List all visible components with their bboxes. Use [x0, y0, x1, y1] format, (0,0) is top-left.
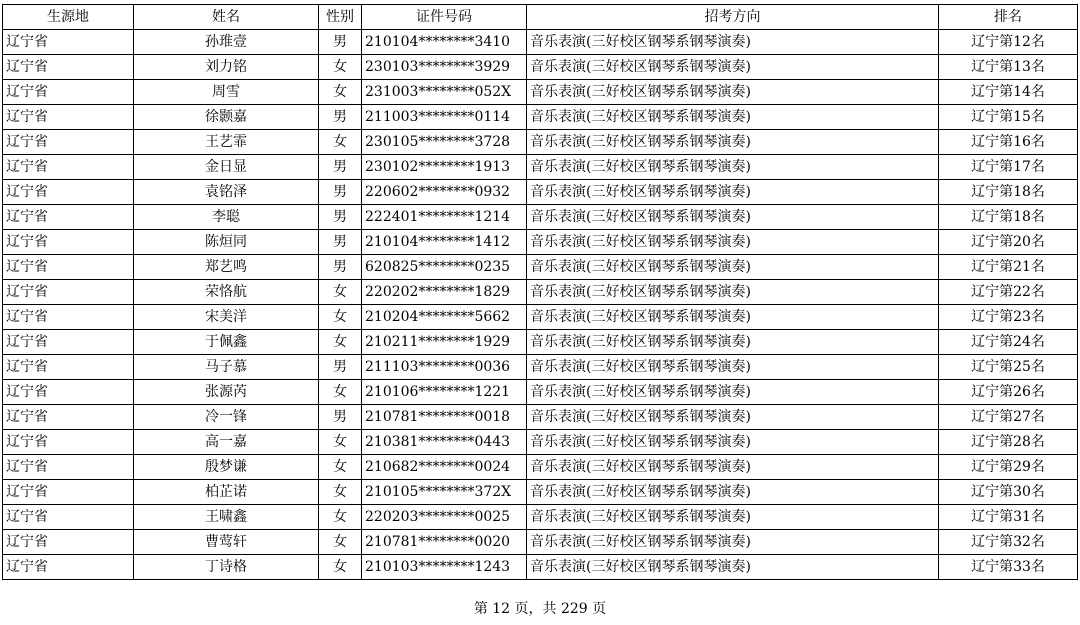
cell-major: 音乐表演(三好校区钢琴系钢琴演奏) — [527, 55, 939, 80]
cell-name: 徐颢嘉 — [134, 105, 319, 130]
cell-id-number: 210381********0443 — [362, 430, 527, 455]
cell-id-number: 230103********3929 — [362, 55, 527, 80]
cell-rank: 辽宁第14名 — [939, 80, 1078, 105]
cell-gender: 女 — [319, 330, 362, 355]
cell-name: 王艺霏 — [134, 130, 319, 155]
cell-origin: 辽宁省 — [3, 230, 134, 255]
cell-id-number: 220602********0932 — [362, 180, 527, 205]
cell-origin: 辽宁省 — [3, 30, 134, 55]
cell-origin: 辽宁省 — [3, 105, 134, 130]
cell-name: 柏芷诺 — [134, 480, 319, 505]
header-name: 姓名 — [134, 5, 319, 30]
cell-gender: 男 — [319, 255, 362, 280]
cell-gender: 女 — [319, 455, 362, 480]
cell-origin: 辽宁省 — [3, 480, 134, 505]
table-row — [3, 330, 1078, 355]
cell-id-number: 210106********1221 — [362, 380, 527, 405]
cell-origin: 辽宁省 — [3, 280, 134, 305]
cell-rank: 辽宁第17名 — [939, 155, 1078, 180]
table-row — [3, 555, 1078, 580]
header-major: 招考方向 — [527, 5, 939, 30]
cell-gender: 女 — [319, 430, 362, 455]
cell-origin: 辽宁省 — [3, 530, 134, 555]
cell-rank: 辽宁第27名 — [939, 405, 1078, 430]
cell-gender: 男 — [319, 205, 362, 230]
table-row — [3, 530, 1078, 555]
cell-gender: 女 — [319, 555, 362, 580]
cell-origin: 辽宁省 — [3, 355, 134, 380]
cell-name: 刘力铭 — [134, 55, 319, 80]
table-row — [3, 80, 1078, 105]
cell-origin: 辽宁省 — [3, 380, 134, 405]
cell-gender: 女 — [319, 305, 362, 330]
header-id-number: 证件号码 — [362, 5, 527, 30]
cell-name: 周雪 — [134, 80, 319, 105]
table-row — [3, 405, 1078, 430]
cell-major: 音乐表演(三好校区钢琴系钢琴演奏) — [527, 280, 939, 305]
table-row — [3, 380, 1078, 405]
cell-rank: 辽宁第12名 — [939, 30, 1078, 55]
cell-rank: 辽宁第26名 — [939, 380, 1078, 405]
cell-origin: 辽宁省 — [3, 130, 134, 155]
cell-name: 冷一锋 — [134, 405, 319, 430]
header-origin: 生源地 — [3, 5, 134, 30]
cell-name: 高一嘉 — [134, 430, 319, 455]
cell-id-number: 210103********1243 — [362, 555, 527, 580]
table-row — [3, 355, 1078, 380]
cell-id-number: 620825********0235 — [362, 255, 527, 280]
table-row — [3, 480, 1078, 505]
cell-rank: 辽宁第25名 — [939, 355, 1078, 380]
cell-id-number: 222401********1214 — [362, 205, 527, 230]
cell-id-number: 211003********0114 — [362, 105, 527, 130]
cell-name: 于佩鑫 — [134, 330, 319, 355]
cell-major: 音乐表演(三好校区钢琴系钢琴演奏) — [527, 455, 939, 480]
cell-name: 郑艺鸣 — [134, 255, 319, 280]
cell-id-number: 210682********0024 — [362, 455, 527, 480]
cell-origin: 辽宁省 — [3, 405, 134, 430]
cell-id-number: 210104********1412 — [362, 230, 527, 255]
table-header-row — [3, 5, 1078, 30]
cell-origin: 辽宁省 — [3, 180, 134, 205]
page-footer: 第 12 页，共 229 页 — [473, 601, 607, 617]
cell-gender: 女 — [319, 505, 362, 530]
cell-rank: 辽宁第32名 — [939, 530, 1078, 555]
cell-name: 孙琟壹 — [134, 30, 319, 55]
cell-major: 音乐表演(三好校区钢琴系钢琴演奏) — [527, 505, 939, 530]
cell-major: 音乐表演(三好校区钢琴系钢琴演奏) — [527, 155, 939, 180]
cell-rank: 辽宁第18名 — [939, 205, 1078, 230]
table-row — [3, 430, 1078, 455]
cell-name: 王啸鑫 — [134, 505, 319, 530]
cell-origin: 辽宁省 — [3, 330, 134, 355]
cell-major: 音乐表演(三好校区钢琴系钢琴演奏) — [527, 105, 939, 130]
cell-rank: 辽宁第22名 — [939, 280, 1078, 305]
cell-rank: 辽宁第33名 — [939, 555, 1078, 580]
cell-name: 陈烜同 — [134, 230, 319, 255]
cell-major: 音乐表演(三好校区钢琴系钢琴演奏) — [527, 555, 939, 580]
table-row — [3, 130, 1078, 155]
cell-gender: 女 — [319, 380, 362, 405]
cell-rank: 辽宁第30名 — [939, 480, 1078, 505]
cell-rank: 辽宁第24名 — [939, 330, 1078, 355]
cell-name: 马子慕 — [134, 355, 319, 380]
cell-origin: 辽宁省 — [3, 255, 134, 280]
table-row — [3, 55, 1078, 80]
cell-gender: 女 — [319, 480, 362, 505]
cell-major: 音乐表演(三好校区钢琴系钢琴演奏) — [527, 180, 939, 205]
cell-gender: 女 — [319, 130, 362, 155]
cell-gender: 女 — [319, 280, 362, 305]
cell-id-number: 230102********1913 — [362, 155, 527, 180]
table-row — [3, 305, 1078, 330]
cell-id-number: 210105********372X — [362, 480, 527, 505]
cell-major: 音乐表演(三好校区钢琴系钢琴演奏) — [527, 230, 939, 255]
cell-rank: 辽宁第29名 — [939, 455, 1078, 480]
table-row — [3, 205, 1078, 230]
cell-id-number: 210104********3410 — [362, 30, 527, 55]
cell-major: 音乐表演(三好校区钢琴系钢琴演奏) — [527, 255, 939, 280]
cell-rank: 辽宁第16名 — [939, 130, 1078, 155]
table-row — [3, 155, 1078, 180]
cell-name: 宋美洋 — [134, 305, 319, 330]
header-gender: 性别 — [319, 5, 362, 30]
cell-gender: 男 — [319, 230, 362, 255]
cell-major: 音乐表演(三好校区钢琴系钢琴演奏) — [527, 380, 939, 405]
cell-major: 音乐表演(三好校区钢琴系钢琴演奏) — [527, 80, 939, 105]
cell-origin: 辽宁省 — [3, 430, 134, 455]
table-row — [3, 30, 1078, 55]
cell-major: 音乐表演(三好校区钢琴系钢琴演奏) — [527, 480, 939, 505]
cell-major: 音乐表演(三好校区钢琴系钢琴演奏) — [527, 405, 939, 430]
cell-origin: 辽宁省 — [3, 555, 134, 580]
cell-rank: 辽宁第15名 — [939, 105, 1078, 130]
table-row — [3, 180, 1078, 205]
cell-gender: 女 — [319, 80, 362, 105]
cell-id-number: 220203********0025 — [362, 505, 527, 530]
cell-origin: 辽宁省 — [3, 505, 134, 530]
cell-origin: 辽宁省 — [3, 55, 134, 80]
cell-name: 荣恪航 — [134, 280, 319, 305]
cell-origin: 辽宁省 — [3, 155, 134, 180]
table-row — [3, 505, 1078, 530]
cell-gender: 男 — [319, 30, 362, 55]
cell-rank: 辽宁第13名 — [939, 55, 1078, 80]
cell-rank: 辽宁第28名 — [939, 430, 1078, 455]
cell-origin: 辽宁省 — [3, 205, 134, 230]
cell-origin: 辽宁省 — [3, 80, 134, 105]
cell-id-number: 211103********0036 — [362, 355, 527, 380]
cell-gender: 男 — [319, 155, 362, 180]
cell-rank: 辽宁第18名 — [939, 180, 1078, 205]
cell-name: 金日显 — [134, 155, 319, 180]
cell-rank: 辽宁第21名 — [939, 255, 1078, 280]
cell-name: 殷梦谦 — [134, 455, 319, 480]
cell-major: 音乐表演(三好校区钢琴系钢琴演奏) — [527, 330, 939, 355]
table-row — [3, 230, 1078, 255]
cell-gender: 男 — [319, 355, 362, 380]
cell-id-number: 210211********1929 — [362, 330, 527, 355]
cell-major: 音乐表演(三好校区钢琴系钢琴演奏) — [527, 130, 939, 155]
cell-gender: 男 — [319, 180, 362, 205]
header-rank: 排名 — [939, 5, 1078, 30]
cell-major: 音乐表演(三好校区钢琴系钢琴演奏) — [527, 30, 939, 55]
cell-name: 丁诗格 — [134, 555, 319, 580]
cell-id-number: 231003********052X — [362, 80, 527, 105]
cell-major: 音乐表演(三好校区钢琴系钢琴演奏) — [527, 305, 939, 330]
cell-name: 李聪 — [134, 205, 319, 230]
cell-gender: 男 — [319, 405, 362, 430]
table-row — [3, 105, 1078, 130]
cell-origin: 辽宁省 — [3, 305, 134, 330]
table-body — [3, 30, 1078, 580]
cell-major: 音乐表演(三好校区钢琴系钢琴演奏) — [527, 205, 939, 230]
cell-major: 音乐表演(三好校区钢琴系钢琴演奏) — [527, 530, 939, 555]
cell-name: 张源芮 — [134, 380, 319, 405]
cell-major: 音乐表演(三好校区钢琴系钢琴演奏) — [527, 430, 939, 455]
cell-id-number: 210781********0018 — [362, 405, 527, 430]
cell-rank: 辽宁第20名 — [939, 230, 1078, 255]
cell-rank: 辽宁第23名 — [939, 305, 1078, 330]
cell-rank: 辽宁第31名 — [939, 505, 1078, 530]
cell-id-number: 210781********0020 — [362, 530, 527, 555]
cell-major: 音乐表演(三好校区钢琴系钢琴演奏) — [527, 355, 939, 380]
cell-origin: 辽宁省 — [3, 455, 134, 480]
cell-gender: 女 — [319, 530, 362, 555]
cell-gender: 男 — [319, 105, 362, 130]
cell-id-number: 210204********5662 — [362, 305, 527, 330]
cell-id-number: 220202********1829 — [362, 280, 527, 305]
table-row — [3, 255, 1078, 280]
table-row — [3, 280, 1078, 305]
cell-gender: 女 — [319, 55, 362, 80]
cell-name: 曹莺轩 — [134, 530, 319, 555]
cell-name: 袁铭泽 — [134, 180, 319, 205]
cell-id-number: 230105********3728 — [362, 130, 527, 155]
table-row — [3, 455, 1078, 480]
roster-table — [2, 4, 1078, 580]
